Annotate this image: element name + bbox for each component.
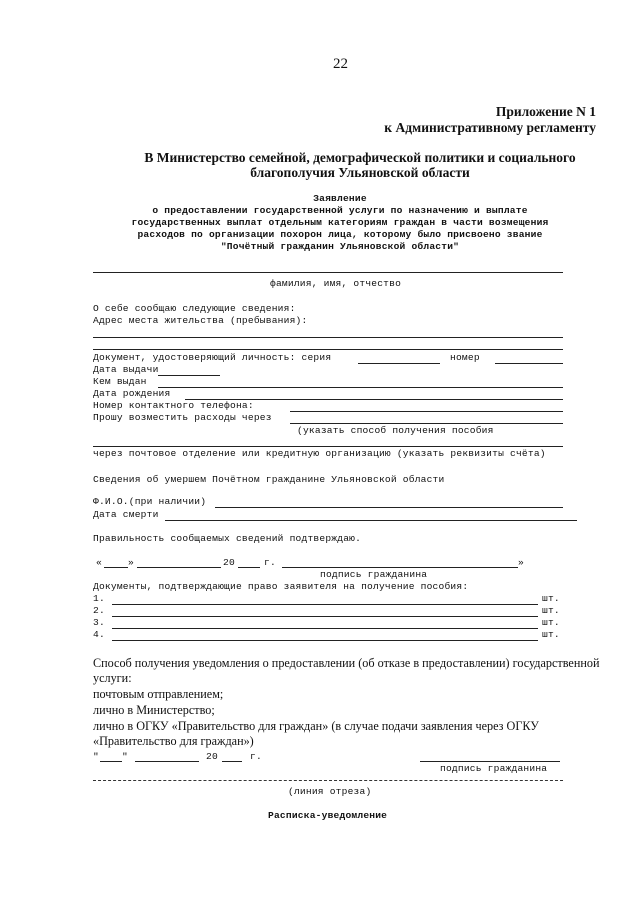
phone-label: Номер контактного телефона: [93, 400, 254, 411]
cut-line [93, 780, 563, 781]
phone-field[interactable] [290, 411, 563, 412]
notification-option-ogku-cont: «Правительство для граждан») [93, 734, 254, 748]
issued-by-label: Кем выдан [93, 376, 147, 387]
issued-by-field[interactable] [158, 387, 563, 388]
page-number: 22 [333, 56, 348, 72]
bottom-year-suffix: г. [250, 751, 262, 762]
document-series-field[interactable] [358, 363, 440, 364]
document-number-label: номер [450, 352, 480, 363]
reimburse-method-caption-2: через почтовое отделение или кредитную организацию (указать реквизиты счёта) [93, 448, 546, 459]
deceased-title: Сведения об умершем Почётном гражданине Ульяновской области [93, 474, 445, 485]
confirm-text: Правильность сообщаемых сведений подтверждаю. [93, 533, 362, 544]
appendix-title: Приложение N 1 [495, 104, 596, 119]
fio-caption: фамилия, имя, отчество [270, 278, 402, 289]
bottom-year-field[interactable] [222, 761, 242, 762]
application-title: Заявление [313, 193, 367, 204]
notification-line-1: Способ получения уведомления о предоставлении (об отказе в предоставлении) государственной [93, 656, 600, 670]
bottom-signature-field[interactable] [420, 761, 560, 762]
appendix-subtitle: к Административному регламенту [384, 120, 596, 135]
bottom-month-field[interactable] [135, 761, 199, 762]
notification-option-post: почтовым отправлением; [93, 687, 224, 701]
issue-date-label: Дата выдачи [93, 364, 159, 375]
address-field-line-1[interactable] [93, 337, 563, 338]
notification-line-2: услуги: [93, 671, 132, 685]
bottom-signature-caption: подпись гражданина [440, 763, 548, 774]
confirm-signature-field[interactable] [282, 567, 518, 568]
document-item-field[interactable] [112, 640, 538, 641]
application-line-2: государственных выплат отдельным категориям граждан в части возмещения [131, 217, 549, 228]
deceased-fio-field[interactable] [215, 507, 563, 508]
document-label: Документ, удостоверяющий личность: серия [93, 352, 332, 363]
documents-title: Документы, подтверждающие право заявителя на получение пособия: [93, 581, 469, 592]
confirm-signature-caption: подпись гражданина [320, 569, 428, 580]
document-item-number: 3. [93, 617, 105, 628]
document-item-unit: шт. [542, 605, 560, 616]
confirm-date-close: » [518, 557, 524, 568]
address-field-line-2[interactable] [93, 349, 563, 350]
reimburse-field[interactable] [290, 423, 563, 424]
confirm-year: 20 [223, 557, 235, 568]
bottom-date-mid: " [122, 751, 128, 762]
bottom-year: 20 [206, 751, 218, 762]
application-line-1: о предоставлении государственной услуги по назначению и выплате [152, 205, 528, 216]
confirm-date-open: « [96, 557, 102, 568]
deceased-fio-label: Ф.И.О.(при наличии) [93, 496, 207, 507]
fio-field-line[interactable] [93, 272, 563, 273]
info-intro: О себе сообщаю следующие сведения: [93, 303, 296, 314]
document-item-unit: шт. [542, 593, 560, 604]
confirm-month-field[interactable] [137, 567, 221, 568]
document-item-field[interactable] [112, 616, 538, 617]
notification-option-ogku: лично в ОГКУ «Правительство для граждан» (в случае подачи заявления через ОГКУ [93, 719, 539, 733]
document-number-field[interactable] [495, 363, 563, 364]
application-line-3: расходов по организации похорон лица, которому было присвоено звание [137, 229, 543, 240]
confirm-date-mid: » [128, 557, 134, 568]
document-item-number: 2. [93, 605, 105, 616]
addressee-line-2: благополучия Ульяновской области [250, 165, 470, 180]
receipt-title: Расписка-уведомление [268, 810, 388, 821]
death-date-label: Дата смерти [93, 509, 159, 520]
death-date-field[interactable] [165, 520, 577, 521]
confirm-day-field[interactable] [104, 567, 128, 568]
document-item-number: 4. [93, 629, 105, 640]
bottom-day-field[interactable] [100, 761, 122, 762]
reimburse-label: Прошу возместить расходы через [93, 412, 272, 423]
confirm-year-field[interactable] [238, 567, 260, 568]
document-item-field[interactable] [112, 628, 538, 629]
application-line-4: "Почётный гражданин Ульяновской области" [220, 241, 460, 252]
document-item-unit: шт. [542, 629, 560, 640]
birth-date-label: Дата рождения [93, 388, 171, 399]
addressee-line-1: В Министерство семейной, демографической политики и социального [144, 150, 576, 165]
confirm-year-suffix: г. [264, 557, 276, 568]
issue-date-field[interactable] [158, 375, 220, 376]
document-item-number: 1. [93, 593, 105, 604]
document-item-field[interactable] [112, 604, 538, 605]
bottom-date-open: " [93, 751, 99, 762]
notification-option-ministry: лично в Министерство; [93, 703, 215, 717]
document-item-unit: шт. [542, 617, 560, 628]
address-label: Адрес места жительства (пребывания): [93, 315, 308, 326]
reimburse-field-line-2[interactable] [93, 446, 563, 447]
cut-line-caption: (линия отреза) [288, 786, 372, 797]
reimburse-method-caption: (указать способ получения пособия [297, 425, 494, 436]
